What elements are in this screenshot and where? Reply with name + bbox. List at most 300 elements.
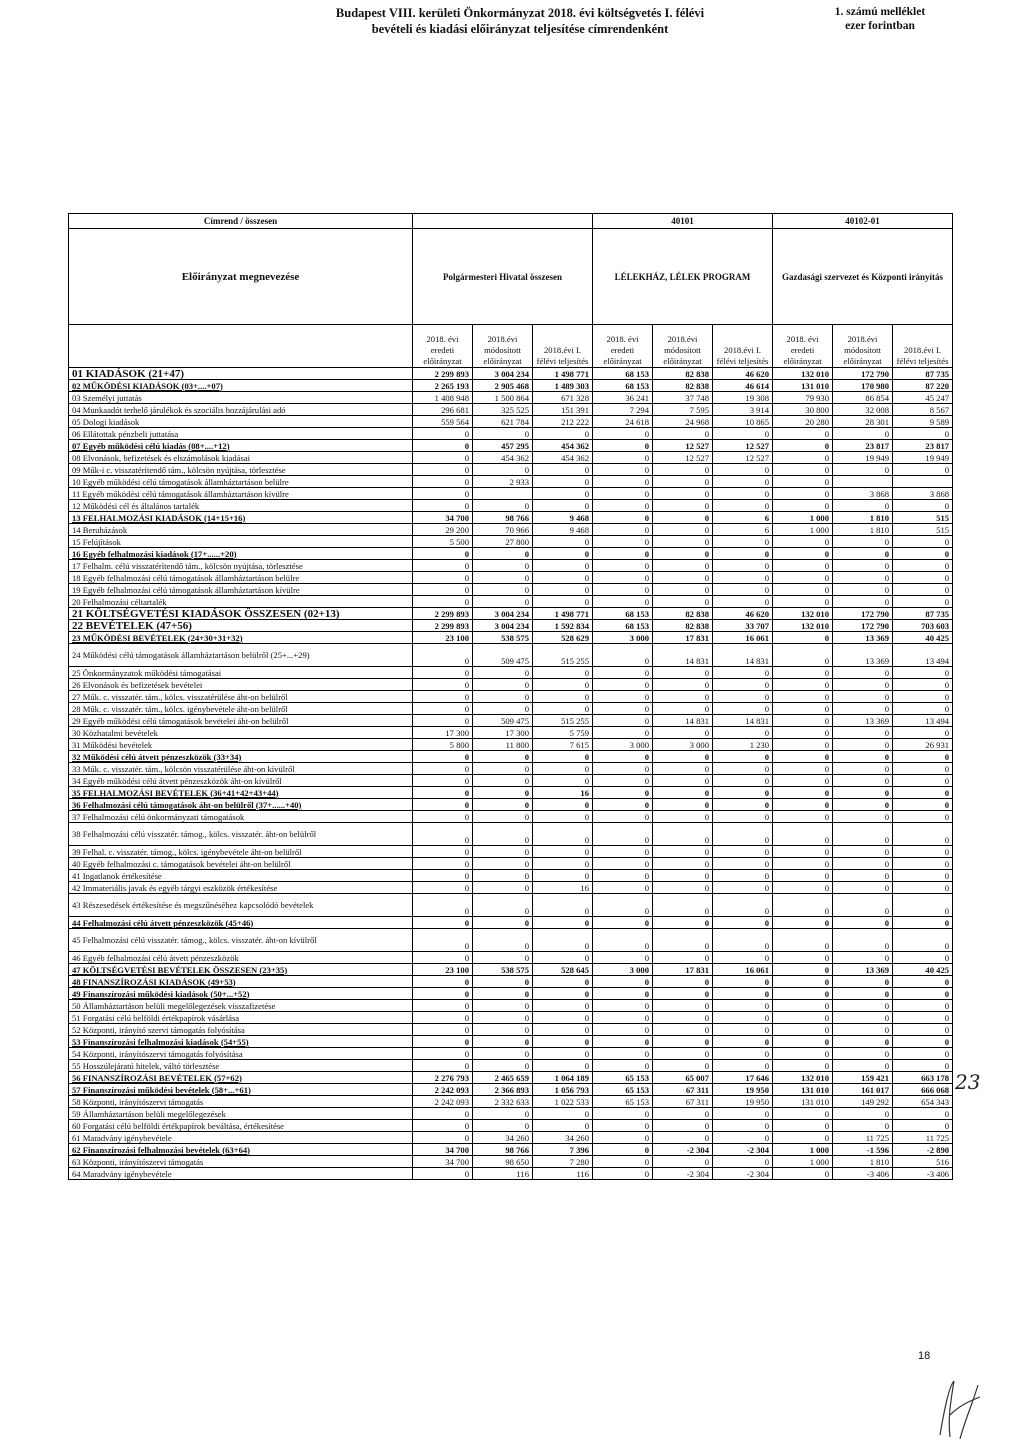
- value-cell: 0: [593, 548, 653, 560]
- value-cell: 0: [533, 763, 593, 775]
- value-cell: 0: [773, 584, 833, 596]
- value-cell: 2 299 893: [413, 608, 473, 620]
- row-label: 28 Műk. c. visszatér. tám., kölcs. igénybevétele áht-on belülről: [69, 703, 413, 715]
- table-row: [69, 667, 953, 679]
- value-cell: 131 010: [773, 1084, 833, 1096]
- value-cell: 0: [473, 679, 533, 691]
- value-cell: 0: [593, 811, 653, 823]
- value-cell: 0: [713, 679, 773, 691]
- value-cell: 2 332 633: [473, 1096, 533, 1108]
- value-cell: 0: [533, 536, 593, 548]
- value-cell: 0: [773, 1120, 833, 1132]
- value-cell: 0: [773, 929, 833, 952]
- table-row: [69, 811, 953, 823]
- value-cell: 1 489 303: [533, 380, 593, 392]
- value-cell: -2 304: [653, 1144, 713, 1156]
- row-label: 61 Maradvány igénybevétele: [69, 1132, 413, 1144]
- value-cell: 0: [893, 870, 953, 882]
- value-cell: 0: [833, 500, 893, 512]
- value-cell: 0: [593, 1168, 653, 1180]
- row-label: 57 Finanszírozási működési bevételek (58+...+61): [69, 1084, 413, 1096]
- table-row: [69, 763, 953, 775]
- value-cell: 0: [893, 929, 953, 952]
- value-cell: 0: [713, 727, 773, 739]
- value-cell: 0: [533, 858, 593, 870]
- row-label: 08 Elvonások, befizetések és elszámolások kiadásai: [69, 452, 413, 464]
- value-cell: 79 930: [773, 392, 833, 404]
- value-cell: 0: [773, 858, 833, 870]
- value-cell: 2 276 793: [413, 1072, 473, 1084]
- value-cell: 16 061: [713, 964, 773, 976]
- value-cell: 0: [653, 763, 713, 775]
- value-cell: 0: [653, 976, 713, 988]
- value-cell: 0: [833, 811, 893, 823]
- value-cell: 0: [653, 988, 713, 1000]
- value-cell: 0: [713, 870, 773, 882]
- row-label: 35 FELHALMOZÁSI BEVÉTELEK (36+41+42+43+44): [69, 787, 413, 799]
- value-cell: 0: [713, 952, 773, 964]
- value-cell: 0: [833, 1108, 893, 1120]
- row-label: 17 Felhalm. célú visszatérítendő tám., kölcsön nyújtása, törlesztése: [69, 560, 413, 572]
- value-cell: 0: [713, 584, 773, 596]
- value-cell: 0: [593, 1048, 653, 1060]
- table-row: [69, 751, 953, 763]
- row-label: 03 Személyi juttatás: [69, 392, 413, 404]
- value-cell: 0: [713, 917, 773, 929]
- value-cell: 515: [893, 512, 953, 524]
- row-label: 59 Államháztartáson belüli megelőlegezések: [69, 1108, 413, 1120]
- code-40101: 40101: [593, 214, 773, 229]
- value-cell: 1 230: [713, 739, 773, 751]
- value-cell: 0: [893, 691, 953, 703]
- value-cell: 703 603: [893, 620, 953, 632]
- table-row: [69, 1168, 953, 1180]
- value-cell: 0: [773, 1024, 833, 1036]
- value-cell: 0: [713, 882, 773, 894]
- value-cell: 32 008: [833, 404, 893, 416]
- value-cell: 0: [893, 787, 953, 799]
- value-cell: 0: [833, 464, 893, 476]
- value-cell: 0: [533, 1012, 593, 1024]
- value-cell: 86 854: [833, 392, 893, 404]
- row-label: 06 Ellátottak pénzbeli juttatása: [69, 428, 413, 440]
- value-cell: 2 242 093: [413, 1084, 473, 1096]
- row-label: 20 Felhalmozási céltartalék: [69, 596, 413, 608]
- value-cell: 0: [893, 917, 953, 929]
- code-40102-01: 40102-01: [773, 214, 953, 229]
- row-label: 63 Központi, irányítószervi támogatás: [69, 1156, 413, 1168]
- table-row: [69, 691, 953, 703]
- value-cell: 23 100: [413, 632, 473, 644]
- value-cell: 0: [593, 703, 653, 715]
- value-cell: 0: [413, 679, 473, 691]
- value-cell: 132 010: [773, 368, 833, 380]
- value-cell: 0: [593, 1060, 653, 1072]
- value-cell: 14 831: [653, 715, 713, 727]
- value-cell: 0: [773, 464, 833, 476]
- value-cell: 0: [593, 976, 653, 988]
- value-cell: 12 527: [653, 452, 713, 464]
- value-cell: 0: [413, 715, 473, 727]
- value-cell: 0: [653, 1132, 713, 1144]
- value-cell: 17 300: [413, 727, 473, 739]
- value-cell: 0: [653, 929, 713, 952]
- value-cell: 666 068: [893, 1084, 953, 1096]
- value-cell: 0: [713, 929, 773, 952]
- row-label: 01 KIADÁSOK (21+47): [69, 368, 413, 380]
- value-cell: 12 527: [653, 440, 713, 452]
- value-cell: 0: [593, 476, 653, 488]
- value-cell: 20 280: [773, 416, 833, 428]
- value-cell: 65 153: [593, 1096, 653, 1108]
- value-cell: 0: [473, 548, 533, 560]
- table-row: [69, 584, 953, 596]
- value-cell: 0: [833, 667, 893, 679]
- value-cell: 0: [473, 1036, 533, 1048]
- value-cell: 0: [533, 679, 593, 691]
- value-cell: -1 596: [833, 1144, 893, 1156]
- document-title: Budapest VIII. kerületi Önkormányzat 2018. évi költségvetés I. félévi: [335, 6, 705, 20]
- value-cell: 0: [713, 500, 773, 512]
- value-cell: 0: [593, 1036, 653, 1048]
- table-row: [69, 787, 953, 799]
- value-cell: 0: [653, 1024, 713, 1036]
- value-cell: -3 406: [833, 1168, 893, 1180]
- value-cell: 0: [533, 894, 593, 917]
- value-cell: 0: [713, 1000, 773, 1012]
- value-cell: 23 817: [893, 440, 953, 452]
- row-label: 60 Forgatási célú belföldi értékpapírok beváltása, értékesítése: [69, 1120, 413, 1132]
- value-cell: 10 865: [713, 416, 773, 428]
- value-cell: 0: [413, 929, 473, 952]
- value-cell: 0: [893, 775, 953, 787]
- value-cell: 663 178: [893, 1072, 953, 1084]
- row-label: 05 Dologi kiadások: [69, 416, 413, 428]
- value-cell: 0: [893, 894, 953, 917]
- value-cell: 0: [713, 488, 773, 500]
- value-cell: 1 408 948: [413, 392, 473, 404]
- value-cell: 0: [773, 703, 833, 715]
- value-cell: 0: [833, 1012, 893, 1024]
- table-row: [69, 976, 953, 988]
- row-label: 43 Részesedések értékesítése és megszűnéséhez kapcsolódó bevételek: [69, 894, 413, 917]
- value-cell: 2 299 893: [413, 368, 473, 380]
- value-cell: 1 592 834: [533, 620, 593, 632]
- signature-icon: [920, 1375, 990, 1445]
- value-cell: 0: [593, 787, 653, 799]
- value-cell: 0: [413, 1132, 473, 1144]
- value-cell: 0: [593, 715, 653, 727]
- value-cell: 0: [893, 596, 953, 608]
- value-cell: 0: [593, 751, 653, 763]
- value-cell: 0: [653, 1120, 713, 1132]
- row-label: 50 Államháztartáson belüli megelőlegezések visszafizetése: [69, 1000, 413, 1012]
- table-row: [69, 739, 953, 751]
- value-cell: 46 620: [713, 368, 773, 380]
- value-cell: 0: [473, 952, 533, 964]
- value-cell: 0: [653, 775, 713, 787]
- value-cell: 296 681: [413, 404, 473, 416]
- table-row: [69, 632, 953, 644]
- value-cell: 0: [653, 811, 713, 823]
- table-row: [69, 464, 953, 476]
- value-cell: 0: [653, 488, 713, 500]
- value-cell: 0: [713, 572, 773, 584]
- value-cell: 87 735: [893, 368, 953, 380]
- value-cell: 0: [893, 763, 953, 775]
- value-cell: 454 362: [533, 452, 593, 464]
- value-cell: 87 735: [893, 608, 953, 620]
- value-cell: 19 949: [833, 452, 893, 464]
- value-cell: 0: [713, 823, 773, 846]
- value-cell: 0: [773, 751, 833, 763]
- value-cell: 14 831: [713, 644, 773, 667]
- value-cell: 0: [473, 976, 533, 988]
- value-cell: 0: [833, 596, 893, 608]
- value-cell: 0: [473, 572, 533, 584]
- value-cell: 0: [533, 1024, 593, 1036]
- value-cell: 0: [893, 560, 953, 572]
- table-row: [69, 644, 953, 667]
- annex-label: 1. számú melléklet: [834, 6, 926, 18]
- table-row: [69, 428, 953, 440]
- value-cell: 46 620: [713, 608, 773, 620]
- value-cell: 132 010: [773, 608, 833, 620]
- value-cell: 0: [893, 464, 953, 476]
- value-cell: 0: [713, 775, 773, 787]
- table-row: [69, 727, 953, 739]
- row-label: 62 Finanszírozási felhalmozási bevételek (63+64): [69, 1144, 413, 1156]
- value-cell: 16 061: [713, 632, 773, 644]
- value-cell: 0: [713, 1024, 773, 1036]
- value-cell: 19 308: [713, 392, 773, 404]
- value-cell: 0: [893, 799, 953, 811]
- value-cell: 1 498 771: [533, 368, 593, 380]
- table-row: [69, 596, 953, 608]
- value-cell: 0: [593, 1000, 653, 1012]
- value-cell: 212 222: [533, 416, 593, 428]
- value-cell: 68 153: [593, 620, 653, 632]
- value-cell: 13 369: [833, 715, 893, 727]
- row-label: 49 Finanszírozási működési kiadások (50+...+52): [69, 988, 413, 1000]
- value-cell: 0: [593, 440, 653, 452]
- value-cell: 0: [893, 858, 953, 870]
- header-row-codes: [69, 214, 953, 229]
- value-cell: 0: [533, 929, 593, 952]
- value-cell: 24 968: [653, 416, 713, 428]
- value-cell: 0: [413, 952, 473, 964]
- value-cell: 0: [593, 679, 653, 691]
- value-cell: 0: [833, 727, 893, 739]
- row-label: 26 Elvonások és befizetések bevételei: [69, 679, 413, 691]
- value-cell: 24 618: [593, 416, 653, 428]
- value-cell: 0: [413, 548, 473, 560]
- row-label: 53 Finanszírozási felhalmozási kiadások (54+55): [69, 1036, 413, 1048]
- value-cell: 0: [473, 1012, 533, 1024]
- value-cell: 0: [653, 751, 713, 763]
- value-cell: 0: [653, 691, 713, 703]
- value-cell: 0: [413, 988, 473, 1000]
- value-cell: 0: [773, 488, 833, 500]
- value-cell: 515 255: [533, 715, 593, 727]
- value-cell: 46 614: [713, 380, 773, 392]
- value-cell: 0: [593, 428, 653, 440]
- value-cell: 0: [713, 476, 773, 488]
- value-cell: 2 299 893: [413, 620, 473, 632]
- value-cell: 131 010: [773, 380, 833, 392]
- row-label: 19 Egyéb felhalmozási célú támogatások államháztartáson kívülre: [69, 584, 413, 596]
- row-label: 39 Felhal. c. visszatér. támog., kölcs. igénybevétele áht-on belülről: [69, 846, 413, 858]
- value-cell: 0: [533, 691, 593, 703]
- value-cell: 0: [713, 703, 773, 715]
- row-label: 33 Műk. c. visszatér. tám., kölcsön visszatérülése áht-on kívülről: [69, 763, 413, 775]
- value-cell: 0: [593, 775, 653, 787]
- value-cell: 0: [593, 858, 653, 870]
- value-cell: -2 304: [713, 1168, 773, 1180]
- table-row: [69, 524, 953, 536]
- subhead: 2018.évi módosított előirányzat: [833, 325, 893, 368]
- value-cell: 0: [833, 846, 893, 858]
- handwritten-mark: 23: [955, 1070, 981, 1094]
- value-cell: 0: [653, 512, 713, 524]
- value-cell: 26 931: [893, 739, 953, 751]
- value-cell: 0: [653, 667, 713, 679]
- value-cell: 0: [653, 524, 713, 536]
- value-cell: 0: [893, 823, 953, 846]
- value-cell: 0: [413, 846, 473, 858]
- value-cell: 0: [893, 1036, 953, 1048]
- value-cell: 8 567: [893, 404, 953, 416]
- value-cell: 0: [413, 823, 473, 846]
- value-cell: 0: [713, 1156, 773, 1168]
- value-cell: 0: [473, 763, 533, 775]
- table-row: [69, 988, 953, 1000]
- value-cell: 0: [653, 1156, 713, 1168]
- value-cell: [893, 476, 953, 488]
- value-cell: 0: [833, 739, 893, 751]
- value-cell: 16: [533, 787, 593, 799]
- value-cell: 0: [473, 858, 533, 870]
- value-cell: 87 220: [893, 380, 953, 392]
- value-cell: 0: [713, 428, 773, 440]
- cimrend-label: Címrend / összesen: [69, 214, 413, 229]
- value-cell: 0: [533, 1000, 593, 1012]
- value-cell: 0: [653, 548, 713, 560]
- value-cell: 1 056 793: [533, 1084, 593, 1096]
- table-row: [69, 476, 953, 488]
- value-cell: 0: [893, 679, 953, 691]
- value-cell: 0: [593, 763, 653, 775]
- value-cell: 528 645: [533, 964, 593, 976]
- value-cell: 1 064 189: [533, 1072, 593, 1084]
- row-label: 29 Egyéb működési célú támogatások bevételei áht-on belülről: [69, 715, 413, 727]
- value-cell: 0: [773, 823, 833, 846]
- value-cell: 0: [593, 1156, 653, 1168]
- value-cell: 0: [773, 596, 833, 608]
- value-cell: 0: [473, 691, 533, 703]
- value-cell: 0: [473, 882, 533, 894]
- value-cell: 0: [473, 1060, 533, 1072]
- value-cell: 0: [893, 1048, 953, 1060]
- value-cell: 3 000: [653, 739, 713, 751]
- table-row: [69, 1144, 953, 1156]
- value-cell: 23 817: [833, 440, 893, 452]
- value-cell: 0: [533, 1108, 593, 1120]
- value-cell: 98 766: [473, 1144, 533, 1156]
- value-cell: 0: [413, 763, 473, 775]
- value-cell: 0: [473, 1000, 533, 1012]
- value-cell: 7 595: [653, 404, 713, 416]
- value-cell: 0: [413, 452, 473, 464]
- value-cell: 0: [413, 917, 473, 929]
- value-cell: 0: [893, 811, 953, 823]
- value-cell: 17 831: [653, 964, 713, 976]
- table-row: [69, 775, 953, 787]
- table-row: [69, 536, 953, 548]
- row-label: 38 Felhalmozási célú visszatér. támog., kölcs. visszatér. áht-on belülről: [69, 823, 413, 846]
- table-row: [69, 416, 953, 428]
- table-row: [69, 620, 953, 632]
- value-cell: 3 868: [893, 488, 953, 500]
- table-row: [69, 1156, 953, 1168]
- value-cell: 6: [713, 512, 773, 524]
- value-cell: 0: [593, 488, 653, 500]
- table-row: [69, 548, 953, 560]
- table-row: [69, 512, 953, 524]
- value-cell: 0: [473, 560, 533, 572]
- value-cell: 0: [833, 763, 893, 775]
- table-row: [69, 500, 953, 512]
- value-cell: 0: [653, 584, 713, 596]
- table-row: [69, 1000, 953, 1012]
- value-cell: 0: [413, 1108, 473, 1120]
- row-label: 31 Működési bevételek: [69, 739, 413, 751]
- value-cell: 13 369: [833, 644, 893, 667]
- value-cell: 0: [653, 882, 713, 894]
- row-label: 52 Központi, irányító szervi támogatás folyósítása: [69, 1024, 413, 1036]
- value-cell: 0: [893, 952, 953, 964]
- value-cell: 5 800: [413, 739, 473, 751]
- value-cell: 0: [773, 976, 833, 988]
- value-cell: 40 425: [893, 632, 953, 644]
- value-cell: 0: [413, 1168, 473, 1180]
- value-cell: 0: [713, 1048, 773, 1060]
- value-cell: 0: [473, 500, 533, 512]
- row-label: 15 Felújítások: [69, 536, 413, 548]
- value-cell: 0: [833, 428, 893, 440]
- value-cell: 0: [773, 500, 833, 512]
- value-cell: 0: [773, 691, 833, 703]
- value-cell: 17 831: [653, 632, 713, 644]
- group-gazdasagi: Gazdasági szervezet és Központi irányítás: [773, 229, 953, 325]
- value-cell: 131 010: [773, 1096, 833, 1108]
- value-cell: 2 242 093: [413, 1096, 473, 1108]
- table-row: [69, 952, 953, 964]
- table-row: [69, 1108, 953, 1120]
- value-cell: 0: [413, 667, 473, 679]
- value-cell: 2 905 468: [473, 380, 533, 392]
- value-cell: 68 153: [593, 380, 653, 392]
- row-label: 55 Hosszúlejáratú hitelek, váltó törlesztése: [69, 1060, 413, 1072]
- value-cell: 0: [593, 560, 653, 572]
- value-cell: 65 153: [593, 1084, 653, 1096]
- value-cell: 0: [533, 488, 593, 500]
- value-cell: 0: [533, 1060, 593, 1072]
- value-cell: 34 700: [413, 1144, 473, 1156]
- value-cell: 0: [773, 894, 833, 917]
- table-row: [69, 1096, 953, 1108]
- value-cell: 0: [593, 644, 653, 667]
